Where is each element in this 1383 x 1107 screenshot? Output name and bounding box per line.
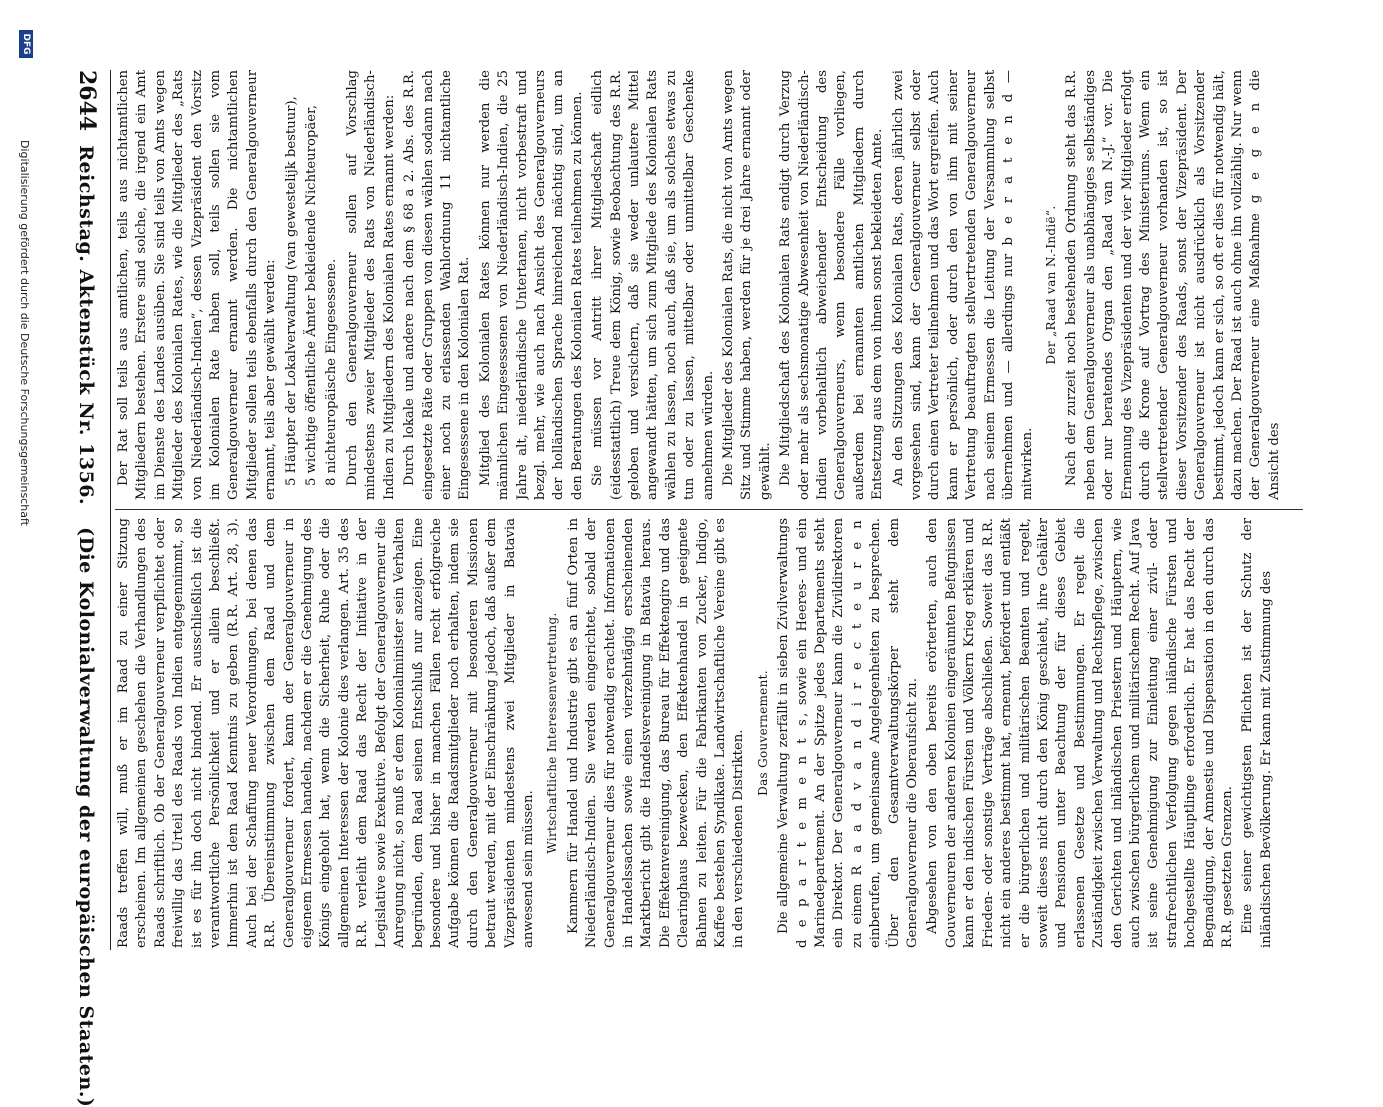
paragraph: Der Rat soll teils aus amtlichen, teils aus nichtamtlichen Mitgliedern bestehen. Erstere sind solche, die irgend ein Amt im Dienste des Landes ausüben. Sie sind teils von Amts wegen Mitglieder des Kolonialen Rates, wie die Mitglieder des „Rats von Niederländisch-Indien“, dessen Vizepräsident den Vorsitz im Kolonialen Rate haben soll, teils sollen sie vom Generalgouverneur ernannt werden. Die nichtamtlichen Mitglieder sollen teils ebenfalls durch den Generalgouverneur ernannt, teils aber gewählt werden: (116, 70, 279, 500)
paragraph-text: Nach der zurzeit noch bestehenden Ordnung steht das R.R. neben dem Generalgouverneur als unabhängiges selbständiges oder nur beratendes Organ den „Raad van N.-J.“ vor. Die Ernennung des Vizepräsidenten und der vier Mitglieder erfolgt durch die Krone auf Vortrag des Ministeriums. Wenn ein stellvertretender Generalgouverneur vorhanden ist, so ist dieser Vorsitzender des Raads, sonst der Vizepräsident. Der Generalgouverneur ist nicht ausdrücklich als Vorsitzender bestimmt, jedoch kann er sich, so oft er dies für notwendig hält, dazu machen. Der Raad ist auch ohne ihn vollzählig. Nur wenn der Generalgouverneur eine Maßnahme (1064, 70, 1264, 500)
paragraph-text: die Ansicht des (1248, 70, 1282, 500)
spaced-emphasis: R a a d v a n d i r e c t e u r e n (849, 518, 865, 876)
paragraph: Abgesehen von den oben bereits erörterten, auch den Gouverneuren der anderen Kolonien eingeräumten Befugnissen kann er den indischen Fürsten und Völkern Krieg erklären und Frieden- oder sonstige Verträge abschließen. Soweit das R.R. nicht ein anderes bestimmt hat, ernennt, befördert und entläßt er die bürgerlichen und militärischen Beamten und regelt, soweit dieses nicht durch den König geschieht, ihre Gehälter und Pensionen unter Beachtung der für dieses Gebiet erlassenen Gesetze und Bestimmungen. Er regelt die Zuständigkeit zwischen Verwaltung und Rechtspflege, zwischen den Gerichten und inländischen Priestern und Häuptern, wie auch zwischen bürgerlichem und militärischem Recht. Auf Java ist seine Genehmigung zur Einleitung einer zivil- oder strafrechtlichen Verfolgung gegen inländische Fürsten und hochgestellte Häuptlinge erforderlich. Er hat das Recht der Begnadigung, der Amnestie und Dispensation in den durch das R.R. gesetzten Grenzen. (925, 518, 1235, 948)
running-section-title: (Die Kolonialverwaltung der europäischen Staaten.) (75, 527, 97, 1107)
paragraph (1063, 70, 1284, 500)
paragraph-text: — mitwirken. (1001, 70, 1035, 500)
spaced-emphasis: g e g e n (1248, 100, 1264, 204)
paragraph: Sie müssen vor Antritt ihrer Mitgliedschaft eidlich (eidesstattlich) Treue dem König, sowie Beobachtung des R.R. geloben und versichern, daß sie weder unlautere Mittel angewandt hätten, um sich zum Mitgliede des Kolonialen Rats wählen zu lassen, noch auch, daß sie, um als solches etwas zu tun oder zu lassen, mittelbar oder unmittelbar Geschenke annehmen würden. (590, 70, 716, 500)
section-heading: Der „Raad van N.-Indië“. (1043, 205, 1058, 365)
paragraph: Durch lokale und andere nach dem § 68 a 2. Abs. des R.R. eingesetzte Räte oder Gruppen von diesen wählen sodann nach einer noch zu erlassenden Wahlordnung 11 nichtamtliche Eingesessene in den Kolonialen Rat. (402, 70, 473, 500)
page-number: 2644 (74, 70, 100, 132)
paragraph: Die Mitgliedschaft des Kolonialen Rats endigt durch Verzug oder mehr als sechsmonatige Abwesenheit von Niederländisch-Indien vorbehaltlich abweichender Entscheidung des Generalgouverneurs, wenn besondere Fälle vorliegen, außerdem bei ernannten amtlichen Mitgliedern durch Entsetzung aus dem von ihnen sonst bekleideten Amte. (778, 70, 886, 500)
running-title: Reichstag. Aktenstück Nr. 1356. (75, 145, 97, 506)
section-heading: Wirtschaftliche Interessenvertretung. (545, 612, 560, 854)
paragraph-text: Die allgemeine Verwaltung zerfällt in sieben Zivilverwaltungs (776, 518, 792, 934)
paragraph (890, 70, 1037, 500)
paragraph-text: , sowie ein Heeres- und ein Marinedepartement. An der Spitze jedes Departements steht ein Direktor. Der Generalgouverneur kann die Zivildirektoren zu einem (794, 518, 865, 948)
paragraph: Raads treffen will, muß er im Raad zu einer Sitzung erscheinen. Im allgemeinen geschehen die Verhandlungen des Raads schriftlich. Ob der Generalgouverneur verpflichtet oder freiwillig das Urteil des Raads von Indien entgegennimmt, so ist es für ihn doch nicht bindend. Er ausschließlich ist die verantwortliche Persönlichkeit und er allein beschließt. Immerhin ist dem Raad Kenntnis zu geben (R.R. Art. 28, 3). Auch bei der Schaffung neuer Verordnungen, bei denen das R.R. Übereinstimmung zwischen dem Raad und dem Generalgouverneur fordert, kann der Generalgouverneur in eigenem Ermessen handeln, nachdem er die Genehmigung des Königs eingeholt hat, wenn die Sicherheit, Ruhe oder die allgemeinen Interessen der Kolonie dies verlangen. Art. 35 des R.R. verleiht dem Raad das Recht der Initiative in der Legislative sowie Exekutive. Befolgt der Generalgouverneur die Anregung nicht, so muß er dem Kolonialminister sein Verhalten begründen, dem Raad seinen Entschluß nur anzeigen. Eine besondere und bisher in manchen Fällen recht erfolgreiche Aufgabe können die Raadsmitglieder noch erhalten, indem sie durch den Generalgouverneur mit besonderen Missionen betraut werden, mit der Einschränkung jedoch, daß außer dem Vizepräsidenten mindestens zwei Mitglieder in Batavia anwesend sein müssen. (116, 518, 536, 948)
running-header (74, 70, 100, 1107)
paragraph-text: einberufen, um gemeinsame Angelegenheiten zu besprechen. Über den Gesamtverwaltungskörper steht dem Generalgouverneur die Oberaufsicht zu. (868, 518, 921, 948)
spaced-emphasis: d e p a r t e m e n t s (794, 716, 810, 948)
list-item: 5 wichtige öffentliche Ämter bekleidende Nichteuropäer, (304, 104, 320, 486)
spaced-emphasis: b e r a t e n d (1001, 91, 1017, 246)
column-divider (115, 509, 1303, 510)
paragraph-text: An den Sitzungen des Kolonialen Rats, deren jährlich zwei vorgesehen sind, kann der Generalgouverneur selbst oder durch einen Vertreter teilnehmen und das Wort ergreifen. Auch kann er persönlich, oder durch den von ihm mit seiner Vertretung beauftragten stellvertretenden Generalgouverneur nach seinem Ermessen die Leitung der Versammlung selbst übernehmen und — allerdings nur (890, 70, 1017, 500)
paragraph: Kammern für Handel und Industrie gibt es an fünf Orten in Niederländisch-Indien. Sie werden eingerichtet, sobald der Generalgouverneur dies für notwendig erachtet. Informationen in Handelssachen sowie einen vierzehntägig erscheinenden Marktbericht gibt die Handelsvereinigung in Batavia heraus. Die Effektenvereinigung, das Bureau für Effektengiro und das Clearinghaus bezwecken, den Effektenhandel in geeignete Bahnen zu leiten. Für die Fabrikanten von Zucker, Indigo, Kaffee bestehen Syndikate. Landwirtschaftliche Vereine gibt es in den verschiedenen Distrikten. (565, 518, 747, 948)
paragraph: Eine seiner gewichtigsten Pflichten ist der Schutz der inländischen Bevölkerung. Er kann mit Zustimmung des (1240, 518, 1274, 948)
text-column-left (115, 70, 1303, 500)
paragraph: Durch den Generalgouverneur sollen auf Vorschlag mindestens zweier Mitglieder des Rats von Niederländisch-Indien zu Mitgliedern des Kolonialen Rates ernannt werden: (344, 70, 397, 500)
list-item: 5 Häupter der Lokalverwaltung (van gewestelijk bestuur), (283, 96, 299, 486)
paragraph: Mitglied des Kolonialen Rates können nur werden die männlichen Eingesessenen von Niederländisch-Indien, die 25 Jahre alt, niederländische Untertanen, nicht vorbestraft und bezgl. mehr, wie auch nach Ansicht des Generalgouverneurs der holländischen Sprache hinreichend mächtig sind, um an den Beratungen des Kolonialen Rates teilnehmen zu können. (477, 70, 585, 500)
dfg-logo: DFG (19, 30, 33, 58)
text-column-right (115, 518, 1303, 948)
section-heading: Das Gouvernement. (755, 670, 770, 796)
digitization-note: Digitalisierung gefördert durch die Deutsche Forschungsgemeinschaft (18, 140, 31, 526)
header-rule (110, 70, 111, 950)
list-item: 8 nichteuropäische Eingesessene. (324, 258, 340, 486)
paragraph: Die Mitglieder des Kolonialen Rats, die nicht von Amts wegen Sitz und Stimme haben, werden für je drei Jahre ernannt oder gewählt. (721, 70, 773, 500)
paragraph (775, 518, 922, 948)
